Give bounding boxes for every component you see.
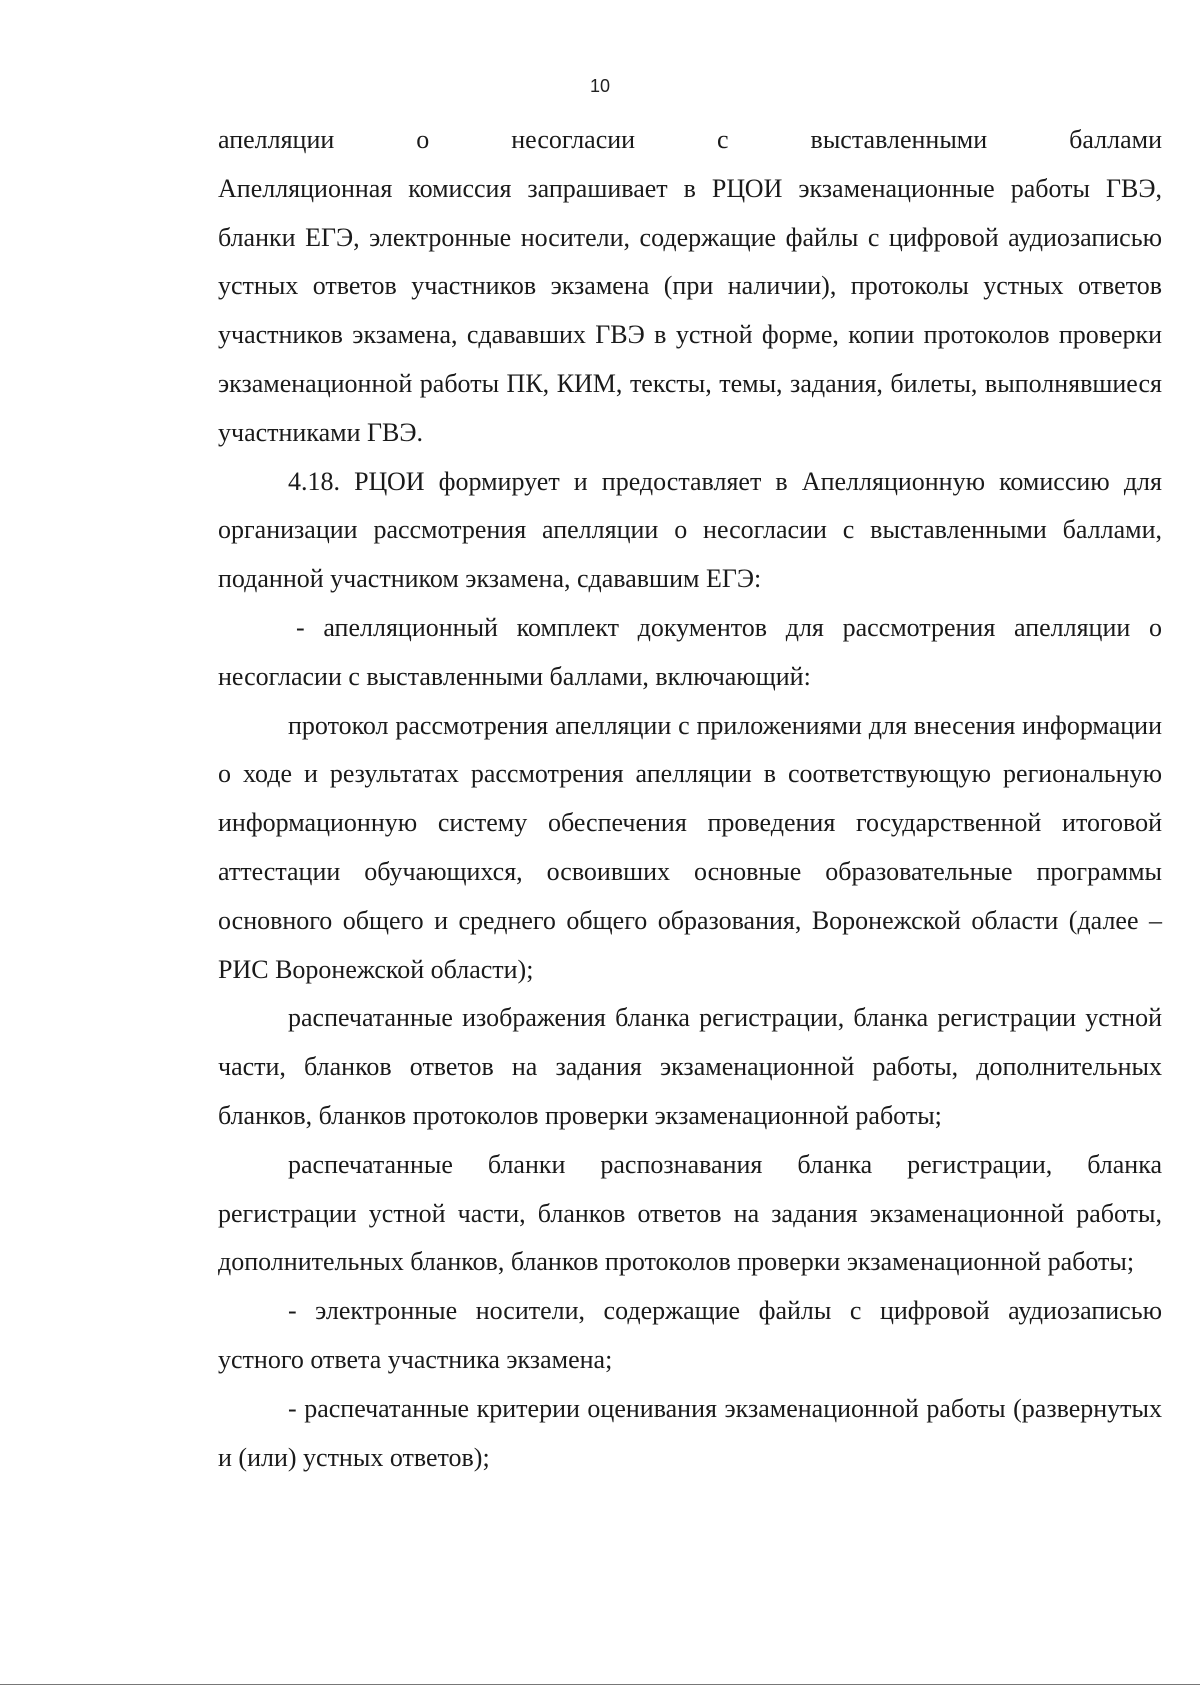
paragraph-printed-recognition-forms: распечатанные бланки распознавания бланка регистрации, бланка регистрации устной части, бланков ответов на задания экзаменационной работы, дополнительных бланков, бланков протоколов проверки экзаменационной работы; bbox=[218, 1149, 1162, 1277]
paragraph-appeal-protocol: протокол рассмотрения апелляции с приложениями для внесения информации о ходе и результатах рассмотрения апелляции в соответствующую региональную информационную систему обеспечения проведения государственной итоговой аттестации обучающихся, освоивших основные образовательные программы основного общего и среднего общего образования, Воронежской области (далее – РИС Воронежской области); bbox=[218, 710, 1162, 984]
paragraph-continuation-line: апелляции о несогласии с выставленными баллами bbox=[218, 125, 1162, 154]
paragraph-electronic-media: - электронные носители, содержащие файлы с цифровой аудиозаписью устного ответа участника экзамена; bbox=[218, 1296, 1162, 1374]
paragraph-appeal-document-set: - апелляционный комплект документов для рассмотрения апелляции о несогласии с выставленными баллами, включающий: bbox=[218, 612, 1162, 691]
page-number: 10 bbox=[589, 76, 611, 96]
document-body bbox=[218, 116, 1162, 1482]
paragraph-printed-form-images: распечатанные изображения бланка регистрации, бланка регистрации устной части, бланков ответов на задания экзаменационной работы, дополнительных бланков, бланков протоколов проверки экзаменационной работы; bbox=[218, 1003, 1162, 1130]
paragraph-appeal-commission-request: Апелляционная комиссия запрашивает в РЦОИ экзаменационные работы ГВЭ, бланки ЕГЭ, электронные носители, содержащие файлы с цифровой аудиозаписью устных ответов участников экзамена (при наличии), протоколы устных ответов участников экзамена, сдававших ГВЭ в устной форме, копии протоколов проверки экзаменационной работы ПК, КИМ, тексты, темы, задания, билеты, выполнявшиеся участниками ГВЭ. bbox=[218, 173, 1162, 447]
paragraph-section-4-18: 4.18. РЦОИ формирует и предоставляет в Апелляционную комиссию для организации рассмотрения апелляции о несогласии с выставленными баллами, поданной участником экзамена, сдававшим ЕГЭ: bbox=[218, 466, 1162, 594]
paragraph-evaluation-criteria: - распечатанные критерии оценивания экзаменационной работы (развернутых и (или) устных ответов); bbox=[218, 1393, 1162, 1472]
bottom-scan-edge bbox=[0, 1684, 1200, 1685]
